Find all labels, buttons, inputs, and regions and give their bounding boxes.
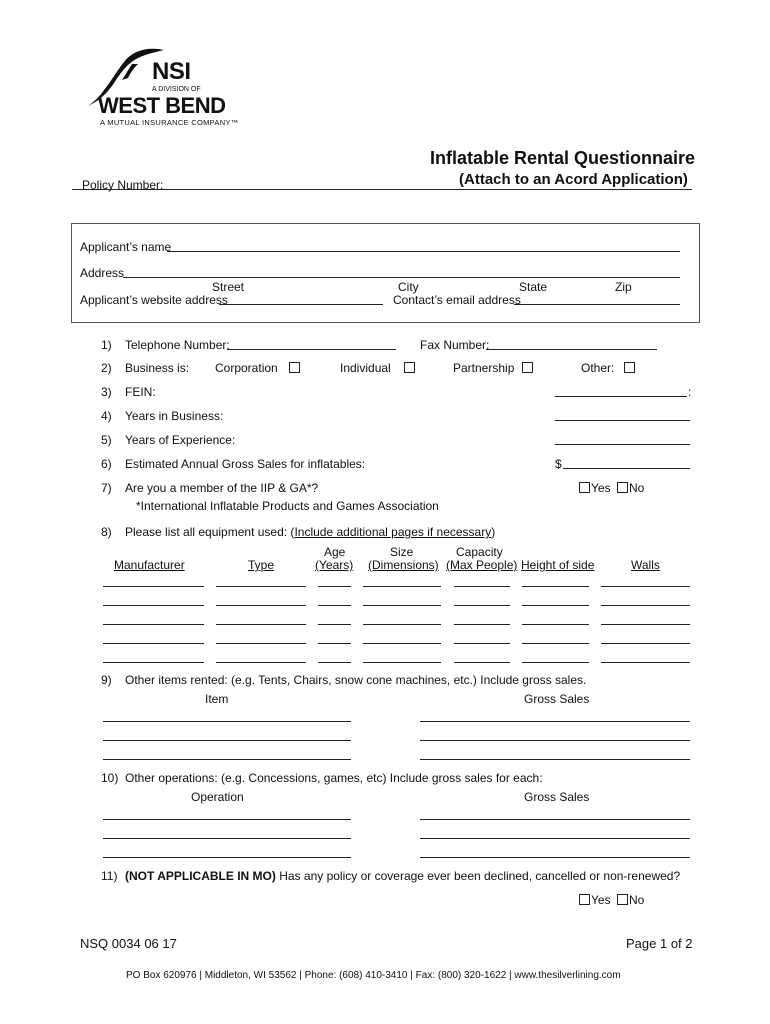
- logo-division: A DIVISION OF: [152, 86, 201, 93]
- years-experience-label: Years of Experience:: [125, 433, 236, 447]
- equipment-height-field[interactable]: [522, 643, 589, 644]
- equipment-manufacturer-field[interactable]: [103, 586, 204, 587]
- declined-question: (NOT APPLICABLE IN MO) Has any policy or coverage ever been declined, cancelled or non-renewed?: [125, 869, 681, 883]
- equipment-walls-field[interactable]: [601, 624, 690, 625]
- operations-gross-caption: Gross Sales: [524, 790, 590, 804]
- operation-field[interactable]: [103, 819, 351, 820]
- equipment-type-field[interactable]: [216, 624, 306, 625]
- partnership-label: Partnership: [453, 361, 515, 375]
- equipment-size-field[interactable]: [363, 605, 441, 606]
- equipment-age-field[interactable]: [318, 643, 351, 644]
- applicant-name-label: Applicant’s name: [80, 240, 172, 254]
- other-operations-label: Other operations: (e.g. Concessions, games, etc) Include gross sales for each:: [125, 771, 543, 785]
- equipment-manufacturer-field[interactable]: [103, 605, 204, 606]
- equipment-height-field[interactable]: [522, 586, 589, 587]
- q3-number: 3): [101, 385, 112, 399]
- fax-field[interactable]: [486, 349, 657, 350]
- logo-brand: NSI: [152, 58, 191, 85]
- iipga-yes-checkbox[interactable]: [579, 482, 590, 493]
- col-walls: Walls: [631, 558, 660, 572]
- individual-label: Individual: [340, 361, 391, 375]
- other-label: Other:: [581, 361, 615, 375]
- equipment-capacity-field[interactable]: [454, 586, 510, 587]
- applicant-section: [71, 223, 700, 323]
- equipment-type-field[interactable]: [216, 662, 306, 663]
- col-capacity: (Max People): [446, 558, 518, 572]
- state-caption: State: [519, 280, 548, 294]
- q1-number: 1): [101, 338, 112, 352]
- operation-gross-field[interactable]: [420, 838, 690, 839]
- equipment-size-field[interactable]: [363, 643, 441, 644]
- declined-yes-checkbox[interactable]: [579, 894, 590, 905]
- iipga-yes-label: Yes: [591, 481, 611, 495]
- street-caption: Street: [212, 280, 245, 294]
- operation-field[interactable]: [103, 838, 351, 839]
- items-gross-caption: Gross Sales: [524, 692, 590, 706]
- equipment-age-field[interactable]: [318, 662, 351, 663]
- other-checkbox[interactable]: [624, 362, 635, 373]
- page-number: Page 1 of 2: [626, 936, 693, 951]
- dollar-sign: $: [555, 457, 562, 471]
- address-field[interactable]: [123, 277, 680, 278]
- equipment-walls-field[interactable]: [601, 662, 690, 663]
- col-capacity-top: Capacity: [456, 545, 503, 559]
- operation-field[interactable]: [103, 857, 351, 858]
- logo-tagline: A MUTUAL INSURANCE COMPANY™: [100, 118, 239, 127]
- page-title: Inflatable Rental Questionnaire: [430, 148, 696, 168]
- equipment-manufacturer-field[interactable]: [103, 643, 204, 644]
- other-items-label: Other items rented: (e.g. Tents, Chairs, snow cone machines, etc.) Include gross sales.: [125, 673, 587, 687]
- q5-number: 5): [101, 433, 112, 447]
- gross-sales-label: Estimated Annual Gross Sales for inflatables:: [125, 457, 366, 471]
- equipment-manufacturer-field[interactable]: [103, 624, 204, 625]
- iipga-no-label: No: [629, 481, 645, 495]
- header-rule: [72, 189, 692, 190]
- iipga-label: Are you a member of the IIP & GA*?: [125, 481, 319, 495]
- telephone-label: Telephone Number:: [125, 338, 230, 352]
- years-in-business-field[interactable]: [555, 420, 690, 421]
- col-size-top: Size: [390, 545, 414, 559]
- business-type-label: Business is:: [125, 361, 190, 375]
- equipment-height-field[interactable]: [522, 605, 589, 606]
- iipga-footnote: *International Inflatable Products and Games Association: [136, 499, 439, 513]
- equipment-height-field[interactable]: [522, 662, 589, 663]
- website-label: Applicant’s website address: [80, 293, 228, 307]
- equipment-age-field[interactable]: [318, 586, 351, 587]
- gross-sales-field[interactable]: [563, 468, 690, 469]
- q7-number: 7): [101, 481, 112, 495]
- operation-caption: Operation: [191, 790, 244, 804]
- address-label: Address: [80, 266, 125, 280]
- col-type: Type: [248, 558, 275, 572]
- email-label: Contact’s email address: [393, 293, 521, 307]
- policy-number-label: Policy Number:: [82, 178, 164, 192]
- footer-address: PO Box 620976 | Middleton, WI 53562 | Phone: (608) 410-3410 | Fax: (800) 320-1622 | www.thesilverlining.com: [126, 970, 621, 981]
- fein-colon: :: [688, 385, 692, 399]
- applicant-name-field[interactable]: [167, 251, 680, 252]
- operation-gross-field[interactable]: [420, 819, 690, 820]
- item-gross-field[interactable]: [420, 721, 690, 722]
- equipment-size-field[interactable]: [363, 586, 441, 587]
- item-gross-field[interactable]: [420, 759, 690, 760]
- q2-number: 2): [101, 361, 112, 375]
- equipment-label: Please list all equipment used: (Include additional pages if necessary): [125, 525, 496, 539]
- years-in-business-label: Years in Business:: [125, 409, 224, 423]
- website-field[interactable]: [219, 304, 383, 305]
- col-age-top: Age: [324, 545, 346, 559]
- fein-field[interactable]: [555, 396, 687, 397]
- item-field[interactable]: [103, 721, 351, 722]
- item-gross-field[interactable]: [420, 740, 690, 741]
- declined-no-label: No: [629, 893, 645, 907]
- fax-label: Fax Number:: [420, 338, 490, 352]
- corporation-label: Corporation: [215, 361, 278, 375]
- page-subtitle: (Attach to an Acord Application): [459, 171, 688, 188]
- col-manufacturer: Manufacturer: [114, 558, 185, 572]
- item-field[interactable]: [103, 740, 351, 741]
- equipment-type-field[interactable]: [216, 643, 306, 644]
- q10-number: 10): [101, 771, 119, 785]
- equipment-walls-field[interactable]: [601, 605, 690, 606]
- fein-label: FEIN:: [125, 385, 156, 399]
- form-number: NSQ 0034 06 17: [80, 936, 177, 951]
- city-caption: City: [398, 280, 419, 294]
- q8-number: 8): [101, 525, 112, 539]
- equipment-size-field[interactable]: [363, 662, 441, 663]
- equipment-age-field[interactable]: [318, 624, 351, 625]
- telephone-field[interactable]: [227, 349, 396, 350]
- q9-number: 9): [101, 673, 112, 687]
- declined-no-checkbox[interactable]: [617, 894, 628, 905]
- equipment-walls-field[interactable]: [601, 643, 690, 644]
- q4-number: 4): [101, 409, 112, 423]
- email-field[interactable]: [514, 304, 680, 305]
- equipment-capacity-field[interactable]: [454, 624, 510, 625]
- item-caption: Item: [205, 692, 229, 706]
- equipment-capacity-field[interactable]: [454, 662, 510, 663]
- equipment-capacity-field[interactable]: [454, 605, 510, 606]
- equipment-manufacturer-field[interactable]: [103, 662, 204, 663]
- declined-yes-label: Yes: [591, 893, 611, 907]
- zip-caption: Zip: [615, 280, 632, 294]
- col-size: (Dimensions): [368, 558, 439, 572]
- partnership-checkbox[interactable]: [522, 362, 533, 373]
- equipment-capacity-field[interactable]: [454, 643, 510, 644]
- years-experience-field[interactable]: [555, 444, 690, 445]
- col-height: Height of side: [521, 558, 595, 572]
- q11-number: 11): [101, 869, 118, 883]
- equipment-type-field[interactable]: [216, 605, 306, 606]
- col-age: (Years): [315, 558, 354, 572]
- operation-gross-field[interactable]: [420, 857, 690, 858]
- individual-checkbox[interactable]: [404, 362, 415, 373]
- iipga-no-checkbox[interactable]: [617, 482, 628, 493]
- q6-number: 6): [101, 457, 112, 471]
- equipment-age-field[interactable]: [318, 605, 351, 606]
- equipment-height-field[interactable]: [522, 624, 589, 625]
- equipment-walls-field[interactable]: [601, 586, 690, 587]
- equipment-size-field[interactable]: [363, 624, 441, 625]
- item-field[interactable]: [103, 759, 351, 760]
- corporation-checkbox[interactable]: [289, 362, 300, 373]
- equipment-type-field[interactable]: [216, 586, 306, 587]
- logo-company: WEST BEND: [98, 93, 226, 118]
